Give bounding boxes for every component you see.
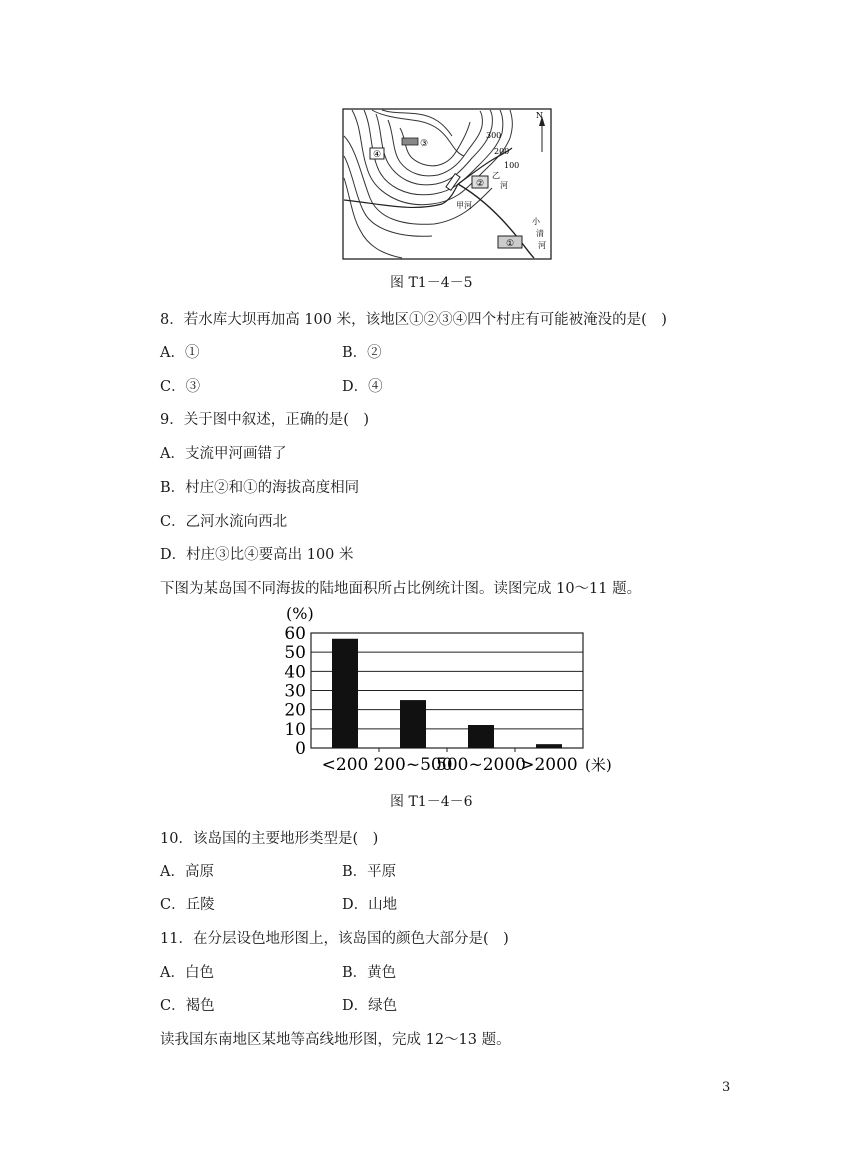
y-tick-label: 40: [284, 662, 306, 683]
question-9-stem: 9．关于图中叙述，正确的是( ): [160, 412, 370, 428]
village-2: [472, 176, 488, 189]
figure-caption: 图 T1－4－5: [390, 275, 473, 291]
q10-option-a[interactable]: A．高原: [160, 864, 214, 880]
bar-chart: [278, 603, 618, 781]
x-tick-label: 200~500: [373, 755, 453, 775]
y-tick-label: 10: [284, 719, 306, 740]
svg-text:③: ③: [419, 139, 429, 149]
q8-option-a[interactable]: A．①: [160, 345, 200, 361]
bar: [332, 639, 358, 748]
q9-option-b[interactable]: B．村庄②和①的海拔高度相同: [160, 480, 360, 496]
x-unit-label: (米): [585, 756, 612, 774]
q9-option-a[interactable]: A．支流甲河画错了: [160, 446, 287, 462]
y-tick-label: 60: [284, 624, 306, 644]
y-tick-label: 50: [284, 643, 306, 664]
bar: [536, 744, 562, 748]
label-xiaoqing: 河: [538, 241, 546, 250]
label-xiaoqing: 清: [536, 229, 544, 238]
y-tick-label: 30: [284, 681, 306, 702]
figure-caption: 图 T1－4－6: [390, 794, 473, 810]
y-tick-label: 20: [284, 700, 306, 721]
contour-label: 100: [504, 161, 520, 170]
question-8-stem: 8．若水库大坝再加高 100 米，该地区①②③④四个村庄有可能被淹没的是( ): [160, 312, 667, 328]
bar: [400, 700, 426, 748]
q10-option-c[interactable]: C．丘陵: [160, 897, 215, 913]
svg-text:②: ②: [475, 179, 485, 189]
q10-option-b[interactable]: B．平原: [342, 864, 397, 880]
label-river-yi: 河: [500, 181, 508, 190]
y-axis-label: (%): [286, 604, 314, 623]
q10-option-d[interactable]: D．山地: [342, 897, 398, 913]
svg-text:④: ④: [372, 150, 382, 160]
village-4: [370, 148, 384, 160]
y-tick-label: 0: [295, 739, 306, 759]
contour-label: 200: [494, 147, 510, 156]
q9-option-c[interactable]: C．乙河水流向西北: [160, 514, 288, 530]
q11-option-c[interactable]: C．褐色: [160, 998, 215, 1014]
q9-option-d[interactable]: D．村庄③比④要高出 100 米: [160, 547, 354, 563]
x-tick-label: >2000: [520, 755, 578, 775]
page-number: 3: [722, 1080, 731, 1095]
question-10-stem: 10．该岛国的主要地形类型是( ): [160, 831, 379, 847]
q8-option-b[interactable]: B．②: [342, 345, 382, 361]
contour-label: 300: [486, 131, 502, 140]
q11-option-d[interactable]: D．绿色: [342, 998, 398, 1014]
question-11-stem: 11．在分层设色地形图上，该岛国的颜色大部分是( ): [160, 931, 509, 947]
x-tick-label: <200: [321, 755, 369, 775]
q8-option-d[interactable]: D．④: [342, 379, 383, 395]
svg-text:①: ①: [505, 239, 515, 249]
x-tick-label: 500~2000: [436, 755, 526, 775]
q11-option-b[interactable]: B．黄色: [342, 965, 397, 981]
intro-12-13: 读我国东南地区某地等高线地形图，完成 12～13 题。: [160, 1032, 511, 1048]
q8-option-c[interactable]: C．③: [160, 379, 201, 395]
village-1: [498, 236, 522, 249]
q11-option-a[interactable]: A．白色: [160, 965, 214, 981]
label-river-yi: 乙: [492, 171, 500, 180]
svg-text:N: N: [536, 111, 543, 120]
bar: [468, 725, 494, 748]
intro-10-11: 下图为某岛国不同海拔的陆地面积所占比例统计图。读图完成 10～11 题。: [160, 581, 642, 597]
label-xiaoqing: 小: [532, 217, 540, 226]
contour-map: [342, 108, 552, 260]
label-river-jia: 甲河: [456, 201, 472, 210]
